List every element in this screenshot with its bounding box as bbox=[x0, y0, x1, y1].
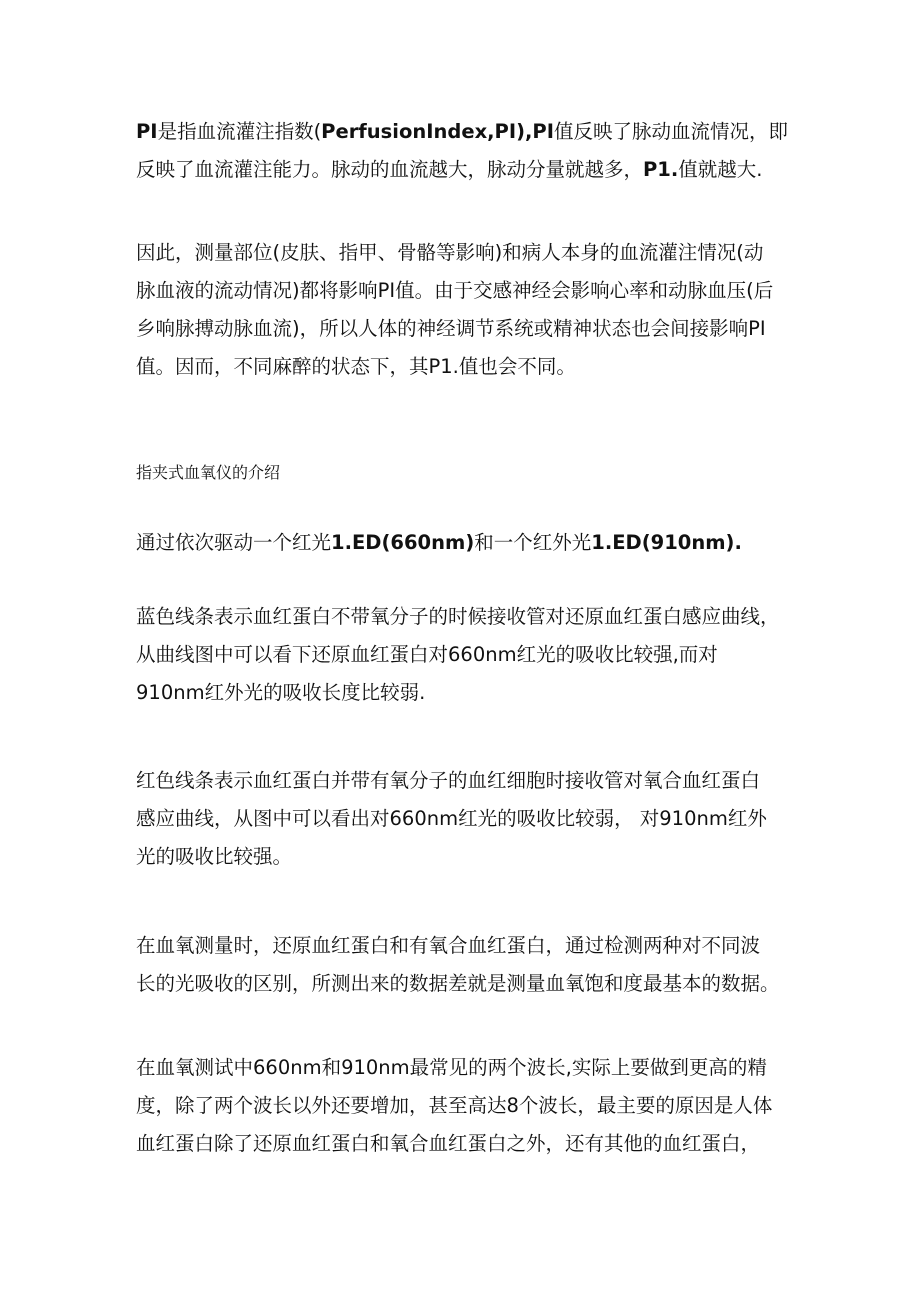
paragraph-blue-curve bbox=[136, 598, 796, 712]
text-line: 从曲线图中可以看下还原血红蛋白对660nm红光的吸收比较强,而对 bbox=[136, 643, 718, 666]
text-line bbox=[136, 113, 796, 151]
text-line: 感应曲线，从图中可以看出对660nm红光的吸收比较弱， 对910nm红外 bbox=[136, 807, 767, 830]
section-heading: 指夹式血氧仪的介绍 bbox=[136, 463, 281, 482]
text-run: 值反映了脉动血流情况，即 bbox=[553, 120, 788, 143]
paragraph-red-curve bbox=[136, 762, 796, 876]
text-line: 因此，测量部位(皮肤、指甲、骨骼等影响)和病人本身的血流灌注情况(动 bbox=[136, 241, 764, 264]
text-line: 红色线条表示血红蛋白并带有氧分子的血红细胞时接收管对氧合血红蛋白 bbox=[136, 769, 761, 792]
paragraph-led-drive bbox=[136, 524, 796, 562]
text-line: 长的光吸收的区别，所测出来的数据差就是测量血氧饱和度最基本的数据。 bbox=[136, 972, 780, 995]
bold-text: PerfusionIndex,PI),PI bbox=[321, 120, 554, 143]
text-line bbox=[136, 151, 796, 189]
text-line: 光的吸收比较强。 bbox=[136, 845, 293, 868]
text-line: 血红蛋白除了还原血红蛋白和氧合血红蛋白之外，还有其他的血红蛋白， bbox=[136, 1132, 761, 1155]
text-line: 脉血液的流动情况)都将影响PI值。由于交感神经会影响心率和动脉血压(后 bbox=[136, 279, 774, 302]
text-run: 通过依次驱动一个红光 bbox=[136, 531, 332, 554]
text-run: 是指血流灌注指数( bbox=[157, 120, 322, 143]
text-run: 值就越大. bbox=[678, 158, 763, 181]
text-line: 910nm红外光的吸收长度比较弱. bbox=[136, 681, 426, 704]
text-line bbox=[136, 524, 796, 562]
text-run: 反映了血流灌注能力。脉动的血流越大，脉动分量就越多， bbox=[136, 158, 644, 181]
text-line: 蓝色线条表示血红蛋白不带氧分子的时候接收管对还原血红蛋白感应曲线， bbox=[136, 605, 780, 628]
bold-text: PI bbox=[136, 120, 158, 143]
text-run: 和一个红外光 bbox=[474, 531, 592, 554]
text-line: 在血氧测试中660nm和910nm最常见的两个波长,实际上要做到更高的精 bbox=[136, 1056, 767, 1079]
text-line: 值。因而，不同麻醉的状态下，其P1.值也会不同。 bbox=[136, 355, 576, 378]
bold-text: P1. bbox=[643, 158, 679, 181]
text-line: 乡响脉搏动脉血流)，所以人体的神经调节系统或精神状态也会间接影响PI bbox=[136, 317, 766, 340]
bold-text: 1.ED(660nm) bbox=[331, 531, 475, 554]
bold-text: 1.ED(910nm). bbox=[591, 531, 742, 554]
paragraph-wavelengths bbox=[136, 1049, 796, 1163]
text-line: 在血氧测量时，还原血红蛋白和有氧合血红蛋白，通过检测两种对不同波 bbox=[136, 934, 761, 957]
paragraph-pi-definition bbox=[136, 113, 796, 189]
text-line: 度，除了两个波长以外还要增加，甚至高达8个波长，最主要的原因是人体 bbox=[136, 1094, 773, 1117]
paragraph-pi-factors bbox=[136, 234, 796, 386]
paragraph-measurement bbox=[136, 927, 796, 1003]
